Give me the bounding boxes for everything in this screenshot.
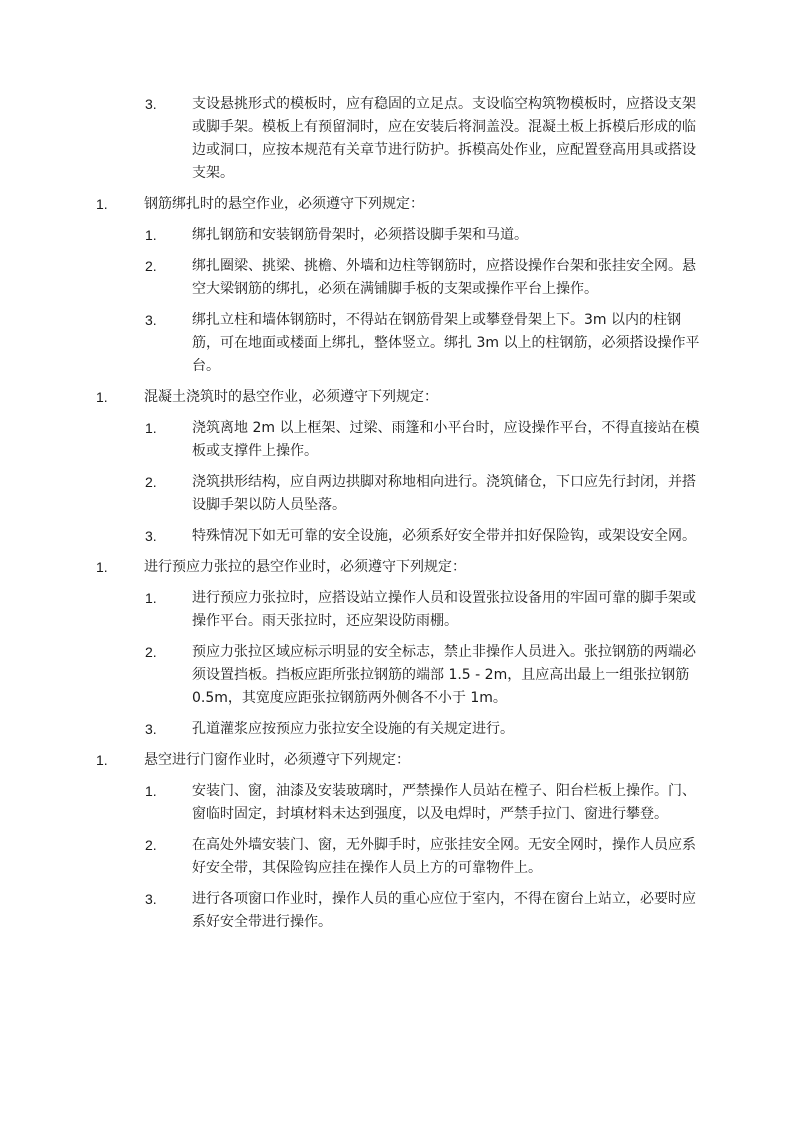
sub-item-concrete-1 (96, 417, 706, 463)
section-heading: 悬空进行门窗作业时，必须遵守下列规定： (144, 752, 410, 768)
section-heading: 钢筋绑扎时的悬空作业，必须遵守下列规定： (144, 196, 424, 212)
section-heading: 进行预应力张拉的悬空作业时，必须遵守下列规定： (144, 559, 466, 575)
sub-item-concrete-3 (96, 525, 706, 548)
item-text: 绑扎钢筋和安装钢筋骨架时，必须搭设脚手架和马道。 (192, 227, 528, 243)
item-text: 浇筑离地 2m 以上框架、过梁、雨篷和小平台时，应设操作平台，不得直接站在模板或支撑件上操作。 (192, 420, 700, 459)
item-text: 预应力张拉区域应标示明显的安全标志，禁止非操作人员进入。张拉钢筋的两端必须设置挡板。挡板应距所张拉钢筋的端部 1.5 - 2m，且应高出最上一组张拉钢筋 0.5m，其宽度应距张拉钢筋两外侧各不小于 1m。 (192, 644, 696, 706)
sub-item-windows-1 (96, 780, 706, 826)
item-number: 1. (145, 783, 157, 799)
item-text: 在高处外墙安装门、窗，无外脚手时，应张挂安全网。无安全网时，操作人员应系好安全带，其保险钩应挂在操作人员上方的可靠物件上。 (192, 837, 696, 876)
sub-item-rebar-1 (96, 224, 706, 247)
section-number: 1. (96, 559, 108, 575)
item-number: 2. (145, 258, 157, 274)
sub-item-windows-2 (96, 834, 706, 880)
item-text: 绑扎圈梁、挑梁、挑檐、外墙和边柱等钢筋时，应搭设操作台架和张挂安全网。悬空大梁钢筋的绑扎，必须在满铺脚手板的支架或操作平台上操作。 (192, 258, 696, 297)
item-text: 进行预应力张拉时，应搭设站立操作人员和设置张拉设备用的牢固可靠的脚手架或操作平台。雨天张拉时，还应架设防雨棚。 (192, 590, 696, 629)
section-number: 1. (96, 196, 108, 212)
item-number: 3. (145, 721, 157, 737)
section-number: 1. (96, 389, 108, 405)
item-text: 孔道灌浆应按预应力张拉安全设施的有关规定进行。 (192, 721, 514, 737)
sub-item-prestress-1 (96, 587, 706, 633)
regulation-list (96, 93, 706, 934)
item-number: 2. (145, 474, 157, 490)
item-number: 1. (145, 420, 157, 436)
sub-item-windows-3 (96, 888, 706, 934)
item-text: 进行各项窗口作业时，操作人员的重心应位于室内，不得在窗台上站立，必要时应系好安全带进行操作。 (192, 891, 696, 930)
sub-item-rebar-2 (96, 255, 706, 301)
item-number: 3. (145, 528, 157, 544)
item-text: 安装门、窗，油漆及安装玻璃时，严禁操作人员站在樘子、阳台栏板上操作。门、窗临时固定，封填材料未达到强度，以及电焊时，严禁手拉门、窗进行攀登。 (192, 783, 696, 822)
section-number: 1. (96, 752, 108, 768)
sub-item-concrete-2 (96, 471, 706, 517)
item-text: 绑扎立柱和墙体钢筋时，不得站在钢筋骨架上或攀登骨架上下。3m 以内的柱钢筋，可在地面或楼面上绑扎，整体竖立。绑扎 3m 以上的柱钢筋，必须搭设操作平台。 (192, 312, 700, 374)
sub-item-rebar-3 (96, 309, 706, 378)
item-number: 2. (145, 837, 157, 853)
sub-item-prestress-2 (96, 641, 706, 710)
sub-item-formwork-3 (96, 93, 706, 185)
section-rebar (96, 193, 706, 216)
section-concrete (96, 386, 706, 409)
section-heading: 混凝土浇筑时的悬空作业，必须遵守下列规定： (144, 389, 438, 405)
item-text: 特殊情况下如无可靠的安全设施，必须系好安全带并扣好保险钩，或架设安全网。 (192, 528, 696, 544)
item-number: 2. (145, 644, 157, 660)
item-text: 支设悬挑形式的模板时，应有稳固的立足点。支设临空构筑物模板时，应搭设支架或脚手架。模板上有预留洞时，应在安装后将洞盖没。混凝土板上拆模后形成的临边或洞口，应按本规范有关章节进行防护。拆模高处作业，应配置登高用具或搭设支架。 (192, 96, 696, 181)
section-prestress (96, 556, 706, 579)
item-number: 3. (145, 891, 157, 907)
item-text: 浇筑拱形结构，应自两边拱脚对称地相向进行。浇筑储仓，下口应先行封闭，并搭设脚手架以防人员坠落。 (192, 474, 696, 513)
section-windows (96, 749, 706, 772)
item-number: 3. (145, 312, 157, 328)
sub-item-prestress-3 (96, 718, 706, 741)
item-number: 1. (145, 227, 157, 243)
item-number: 3. (145, 96, 157, 112)
item-number: 1. (145, 590, 157, 606)
